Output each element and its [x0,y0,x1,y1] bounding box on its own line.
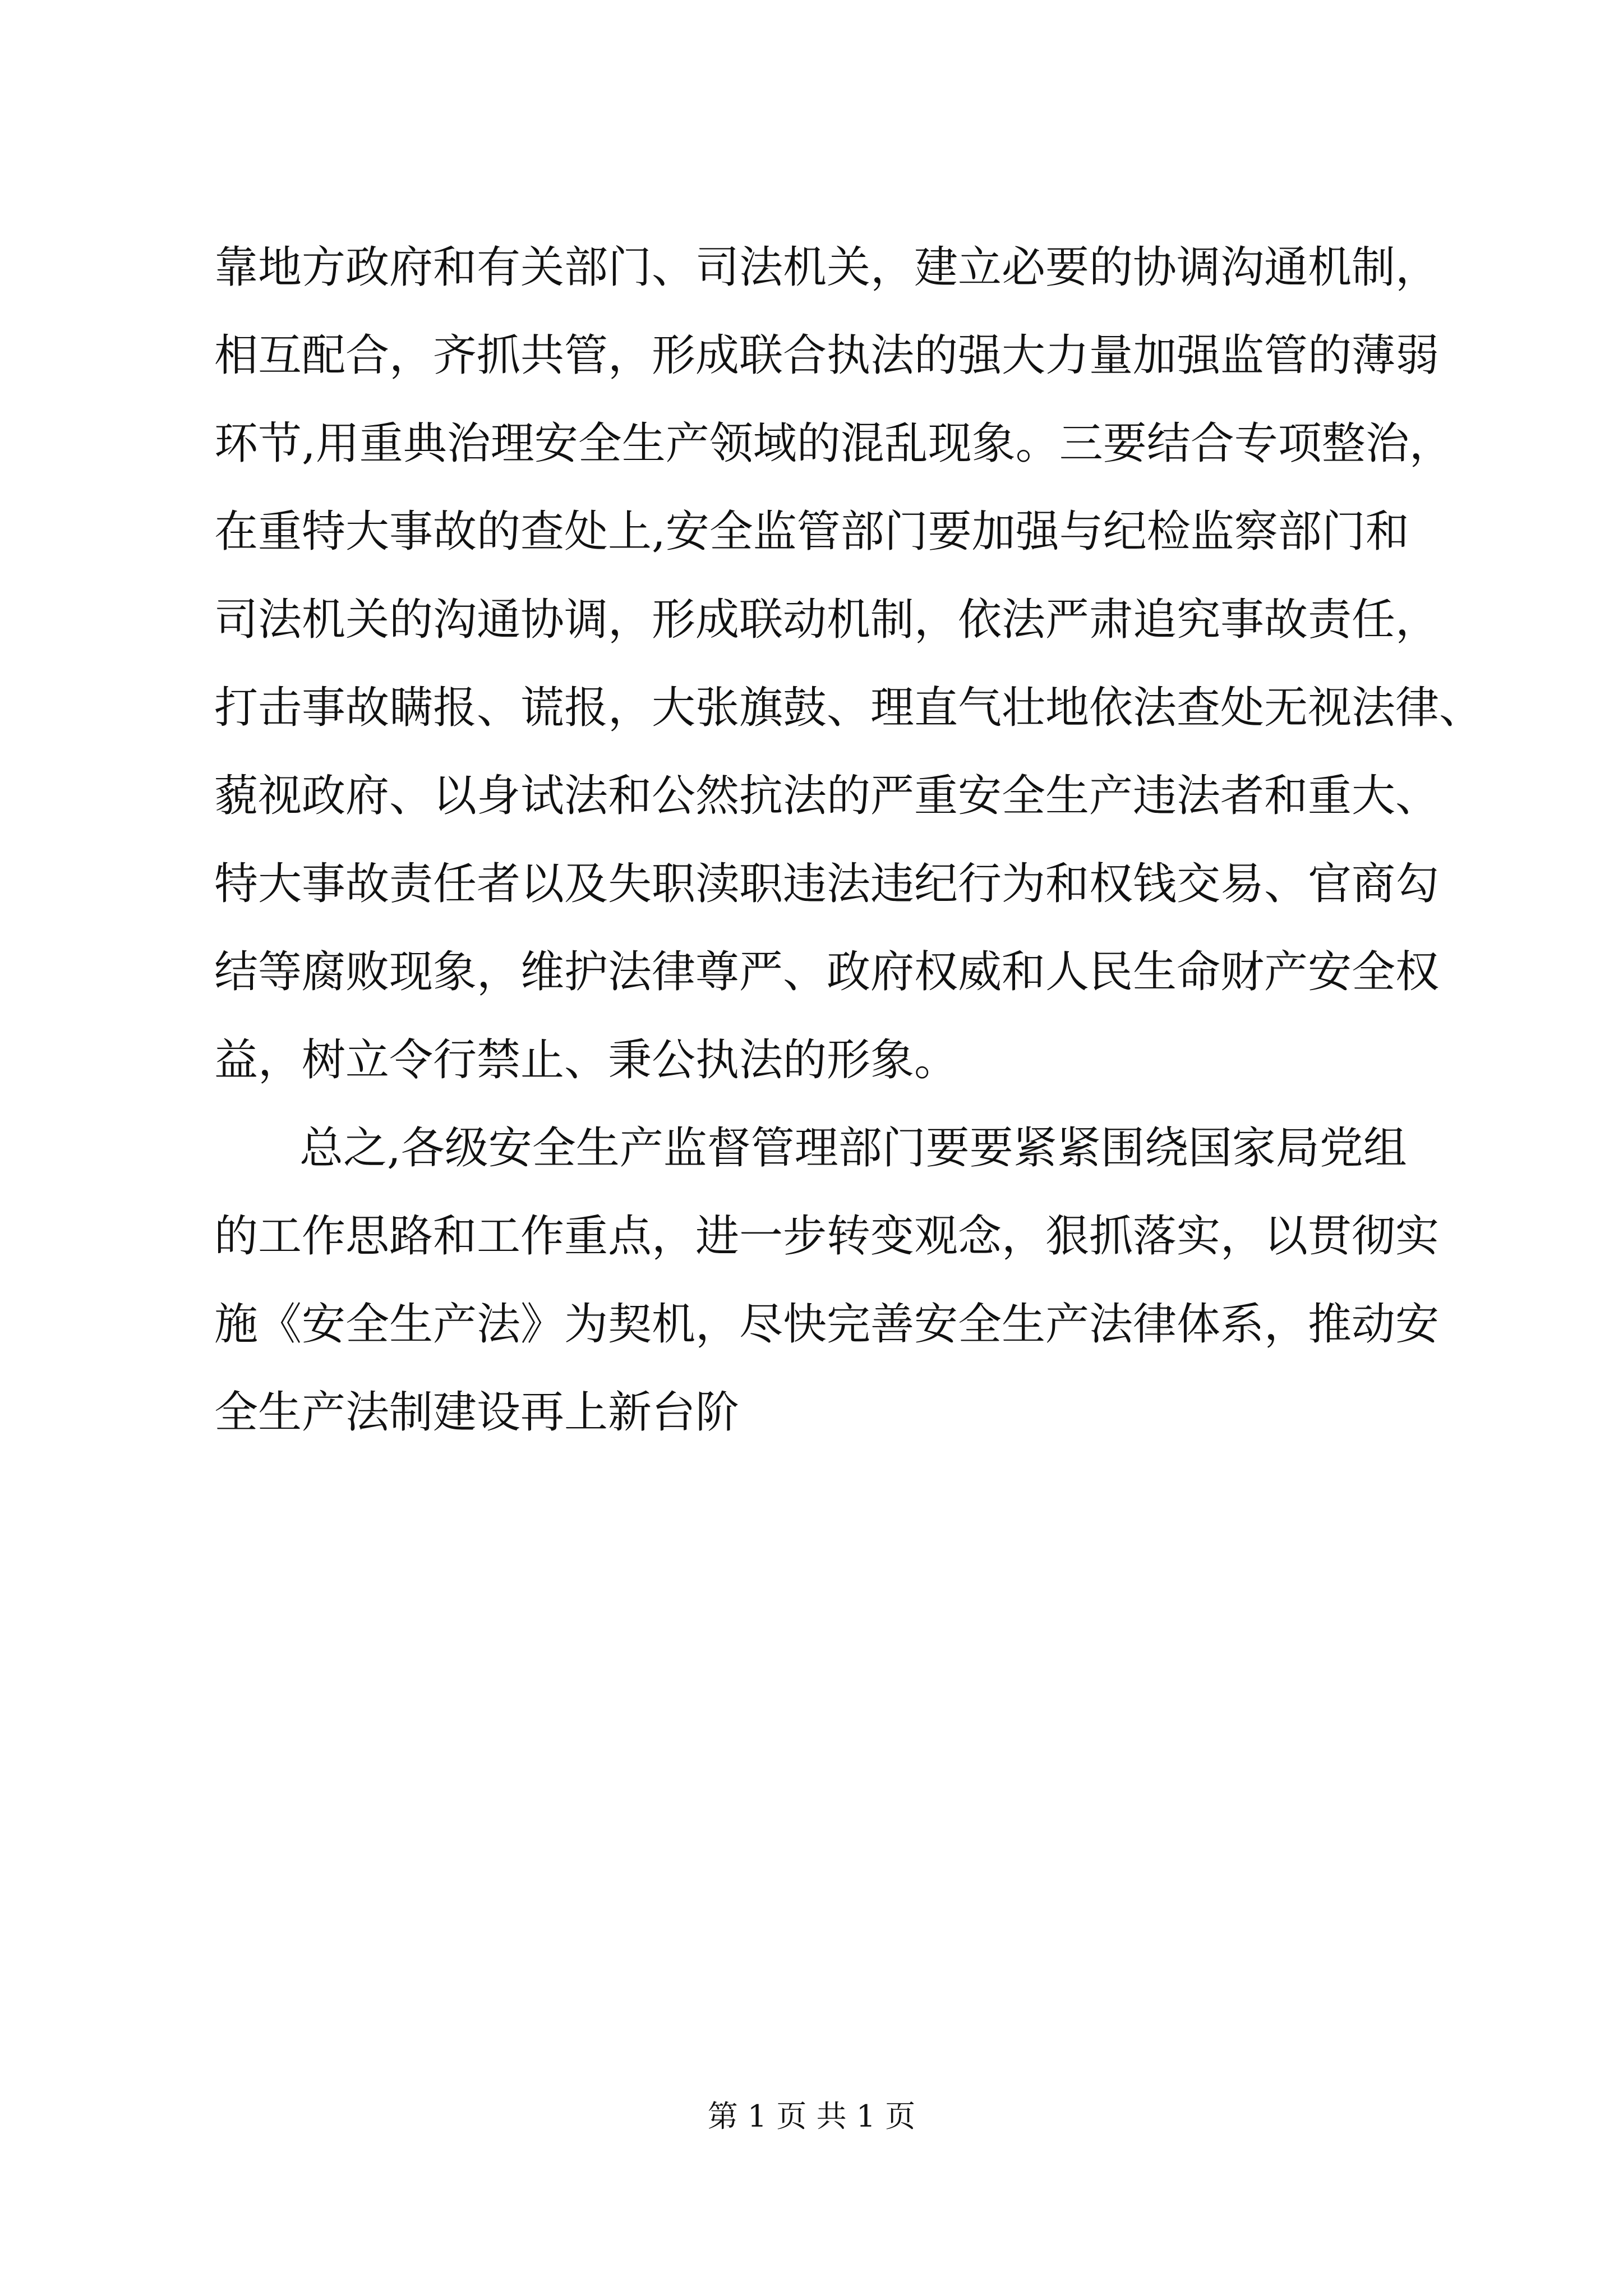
paragraph-line: 特大事故责任者以及失职渎职违法违纪行为和权钱交易、官商勾 [214,859,1440,909]
paragraph-line: 环节,用重典治理安全生产领域的混乱现象。三要结合专项整治， [214,418,1453,469]
paragraph-line: 相互配合，齐抓共管，形成联合执法的强大力量加强监管的薄弱 [214,330,1440,381]
paragraph-line: 在重特大事故的查处上,安全监管部门要加强与纪检监察部门和 [214,507,1409,557]
paragraph-line: 全生产法制建设再上新台阶 [214,1387,740,1438]
page-footer: 第 1 页 共 1 页 [707,2099,916,2134]
paragraph-line: 打击事故瞒报、谎报，大张旗鼓、理直气壮地依法查处无视法律、 [214,683,1483,733]
paragraph-line: 靠地方政府和有关部门、司法机关，建立必要的协调沟通机制， [214,242,1440,293]
paragraph-line: 藐视政府、以身试法和公然抗法的严重安全生产违法者和重大、 [214,771,1440,821]
paragraph-line: 的工作思路和工作重点，进一步转变观念，狠抓落实，以贯彻实 [214,1211,1440,1262]
paragraph-line: 结等腐败现象，维护法律尊严、政府权威和人民生命财产安全权 [214,947,1440,997]
paragraph-line: 司法机关的沟通协调，形成联动机制，依法严肃追究事故责任， [214,595,1440,645]
paragraph-line: 益，树立令行禁止、秉公执法的形象。 [214,1035,958,1085]
paragraph-line: 施《安全生产法》为契机，尽快完善安全生产法律体系，推动安 [214,1299,1440,1350]
paragraph-line: 总之,各级安全生产监督管理部门要要紧紧围绕国家局党组 [299,1123,1407,1174]
